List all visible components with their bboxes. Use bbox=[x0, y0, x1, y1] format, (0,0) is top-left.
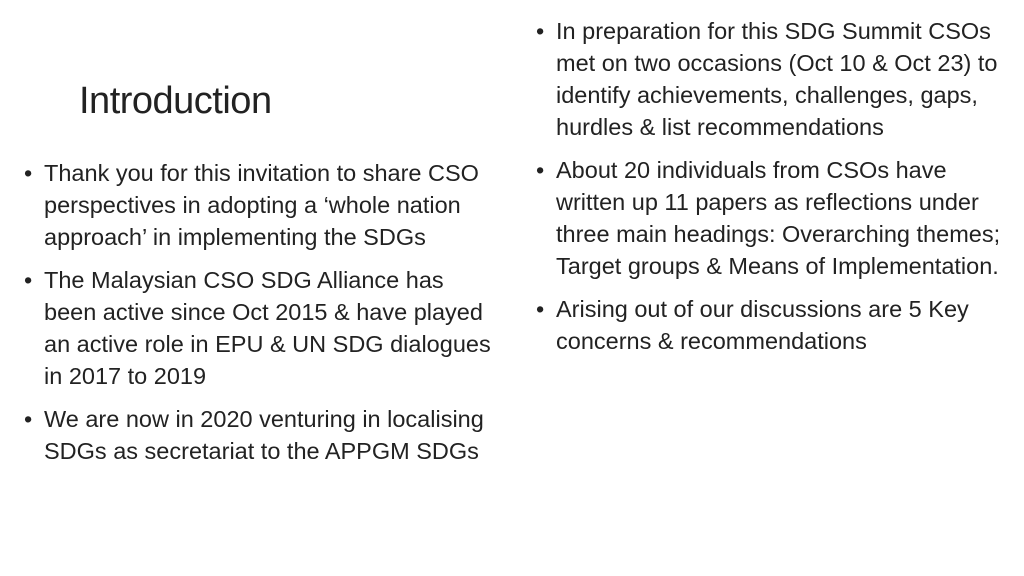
bullet-text: We are now in 2020 venturing in localising SDGs as secretariat to the APPGM SDGs bbox=[44, 406, 484, 464]
left-bullet-list bbox=[22, 157, 502, 478]
bullet-text: The Malaysian CSO SDG Alliance has been active since Oct 2015 & have played an active role in EPU & UN SDG dialogues in 2017 to 2019 bbox=[44, 267, 491, 389]
bullet-text: About 20 individuals from CSOs have written up 11 papers as reflections under three main headings: Overarching themes; Target groups & Means of Implementation. bbox=[556, 157, 1001, 279]
bullet-icon: • bbox=[24, 267, 33, 293]
bullet-icon: • bbox=[536, 157, 545, 183]
slide-title: Introduction bbox=[79, 80, 272, 123]
bullet-icon: • bbox=[536, 18, 545, 44]
bullet-icon: • bbox=[536, 296, 545, 322]
left-bullet-item-1 bbox=[22, 157, 502, 253]
bullet-text: In preparation for this SDG Summit CSOs met on two occasions (Oct 10 & Oct 23) to identify achievements, challenges, gaps, hurdles & list recommendations bbox=[556, 18, 998, 140]
right-bullet-item-2 bbox=[534, 154, 1020, 282]
right-bullet-list bbox=[534, 15, 1020, 368]
bullet-icon: • bbox=[24, 406, 33, 432]
left-bullet-item-2 bbox=[22, 264, 502, 392]
bullet-text: Thank you for this invitation to share CSO perspectives in adopting a ‘whole nation approach’ in implementing the SDGs bbox=[44, 160, 479, 250]
left-bullet-item-3 bbox=[22, 403, 502, 467]
right-bullet-item-3 bbox=[534, 293, 1020, 357]
bullet-icon: • bbox=[24, 160, 33, 186]
bullet-text: Arising out of our discussions are 5 Key concerns & recommendations bbox=[556, 296, 969, 354]
right-bullet-item-1 bbox=[534, 15, 1020, 143]
